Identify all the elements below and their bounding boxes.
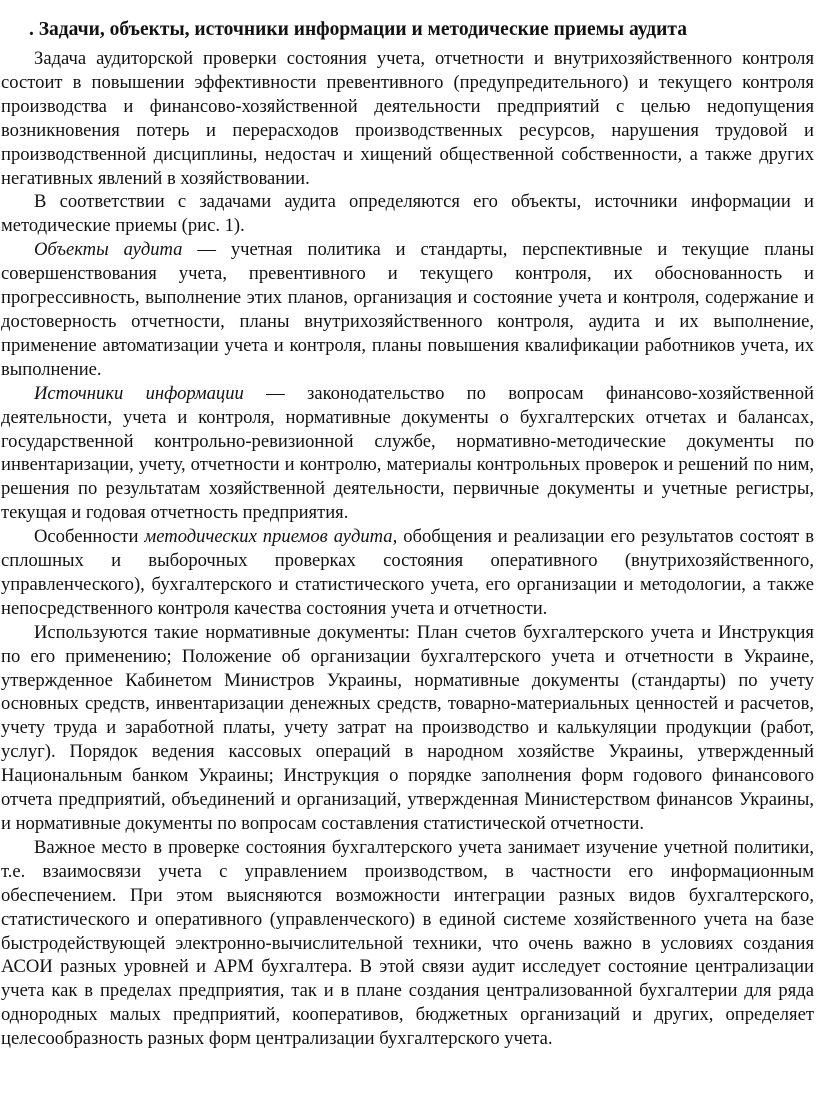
paragraph-text: — учетная политика и стандарты, перспективные и текущие планы совершенствования учета, превентивного и текущего контроля, их обоснованность и прогрессивность, выполнение этих планов, организация и состояние учета и контроля, содержание и достоверность отчетности, планы внутрихозяйственного контроля, аудита и их выполнение, применение автоматизации учета и контроля, планы повышения квалификации работников учета, их выполнение. (1, 239, 814, 380)
paragraph-prefix: Особенности (34, 526, 145, 548)
paragraph-information-sources (1, 382, 814, 525)
term-methodical-techniques: методических приемов аудита, (144, 526, 398, 548)
paragraph-text: В соответствии с задачами аудита определяются его объекты, источники информации и методические приемы (рис. 1). (1, 191, 814, 237)
paragraph-text: — законодательство по вопросам финансово-хозяйственной деятельности, учета и контроля, нормативные документы о бухгалтерских отчетах и балансах, государственной контрольно-ревизионной службе, нормативно-методические документы по инвентаризации, учету, отчетности и контролю, материалы контрольных проверок и решений по ним, решения по результатам хозяйственной деятельности, первичные документы и учетные регистры, текущая и годовая отчетность предприятия. (1, 382, 814, 524)
paragraph-text: обобщения и реализации его результатов состоят в сплошных и выборочных проверках состояния оперативного (внутрихозяйственного, управленческого), бухгалтерского и статистического учета, его организации и методологии, а также непосредственного контроля качества состояния учета и отчетности. (1, 526, 814, 619)
paragraph-text: Задача аудиторской проверки состояния учета, отчетности и внутрихозяйственного контроля состоит в повышении эффективности превентивного (предупредительного) и текущего контроля производства и финансово-хозяйственной деятельности предприятий с целью недопущения возникновения потерь и перерасходов производственных ресурсов, нарушения трудовой и производственной дисциплины, недостач и хищений общественной собственности, а также других негативных явлений в хозяйствовании. (1, 48, 814, 189)
term-information-sources: Источники информации (34, 382, 244, 404)
document-page (1, 18, 814, 1051)
paragraph-audit-scope (1, 190, 814, 238)
paragraph-audit-task (1, 47, 814, 190)
section-title: . Задачи, объекты, источники информации и методические приемы аудита (29, 19, 687, 40)
paragraph-text: Используются такие нормативные документы: План счетов бухгалтерского учета и Инструкция по его применению; Положение об организации бухгалтерского учета и отчетности в Украине, утвержденное Кабинетом Министров Украины, нормативные документы (стандарты) по учету основных средств, инвентаризации денежных средств, товарно-материальных ценностей и расчетов, учету труда и заработной платы, учету затрат на производство и калькуляции продукции (работ, услуг). Порядок ведения кассовых операций в народном хозяйстве Украины, утвержденный Национальным банком Украины; Инструкция о порядке заполнения форм годового финансового отчета предприятий, объединений и организаций, утвержденная Министерством финансов Украины, и нормативные документы по вопросам составления статистической отчетности. (1, 621, 814, 834)
paragraph-normative-documents (1, 621, 814, 836)
paragraph-methodical-techniques (1, 525, 814, 621)
term-audit-objects: Объекты аудита (34, 239, 183, 261)
paragraph-audit-objects (1, 238, 814, 381)
paragraph-text: Важное место в проверке состояния бухгалтерского учета занимает изучение учетной политики, т.е. взаимосвязи учета с управлением производством, в частности его информационным обеспечением. При этом выясняются возможности интеграции разных видов бухгалтерского, статистического и оперативного (управленческого) в единой системе хозяйственного учета на базе быстродействующей электронно-вычислительной техники, что очень важно в условиях создания АСОИ разных уровней и АРМ бухгалтера. В этой связи аудит исследует состояние централизации учета как в пределах предприятия, так и в плане создания централизованной бухгалтерии для ряда однородных малых предприятий, кооперативов, бюджетных организаций и других, определяет целесообразность разных форм централизации бухгалтерского учета. (1, 836, 814, 1050)
paragraph-accounting-policy (1, 836, 814, 1051)
